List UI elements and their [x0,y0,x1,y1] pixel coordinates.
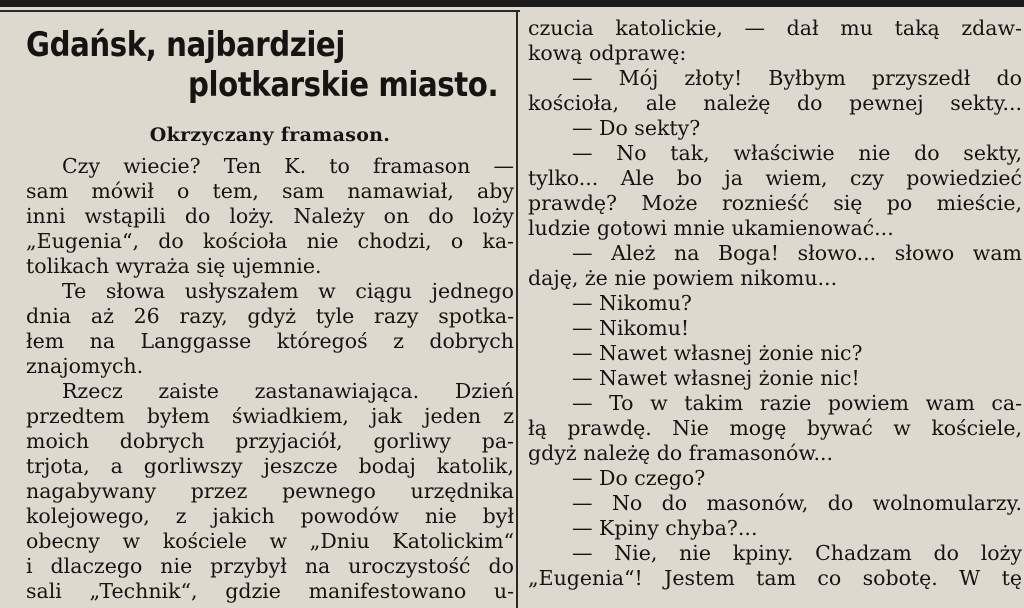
text-line: ludzie gotowi mnie ukamienować... [528,216,894,240]
text-line: czucia katolickie, — dał mu taką zdaw- [528,16,1022,40]
text-line: trjota, a gorliwszy jeszcze bodaj katolik, [26,454,514,478]
text-line: — Nawet własnej żonie nic? [572,341,863,365]
right-column [528,0,1022,608]
text-line: Te słowa usłyszałem w ciągu jednego [62,279,514,303]
text-line: obecny w kościele w „Dniu Katolickim“ [26,529,514,553]
text-line: gdyż należę do framasonów... [528,441,834,465]
text-line: — To w takim razie powiem wam ca- [572,391,1022,415]
left-column [26,0,514,608]
text-line: dnia aż 26 razy, gdyż tyle razy spotka- [26,304,514,328]
right-column-text [528,16,1022,591]
text-line: Rzecz zaiste zastanawiająca. Dzień [62,379,514,403]
text-line: — No tak, właściwie nie do sekty, [572,141,1022,165]
text-line: i dlaczego nie przybył na uroczystość do [26,554,514,578]
headline-line-1: Gdańsk, najbardziej [26,25,345,65]
text-line: kościoła, ale należę do pewnej sekty... [528,91,1022,115]
text-line: sali „Technik“, gdzie manifestowano u- [26,579,514,603]
article-subheading: Okrzyczany framason. [149,124,391,146]
text-line: — Mój złoty! Byłbym przyszedł do [572,66,1022,90]
text-line: przedtem byłem świadkiem, jak jeden z [26,404,514,428]
text-line: znajomych. [26,354,144,378]
text-line: łem na Langgasse któregoś z dobrych [26,329,514,353]
text-line: daję, że nie powiem nikomu... [528,266,838,290]
text-line: — Do sekty? [572,116,701,140]
text-line: Czy wiecie? Ten K. to framason — [62,154,514,178]
text-line: sam mówił o tem, sam namawiał, aby [26,179,514,203]
column-divider [516,12,518,608]
text-line: tylko... Ale bo ja wiem, czy powiedzieć [528,166,1022,190]
text-line: prawdę? Może roznieść się po mieście, [528,191,1022,215]
text-line: — No do masonów, do wolnomularzy. [572,491,1022,515]
text-line: „Eugenia“! Jestem tam co sobotę. W tę [528,566,1022,590]
left-column-text [26,154,514,604]
headline-line-2: plotkarskie miasto. [188,65,499,105]
text-line: — Nie, nie kpiny. Chadzam do loży [572,541,1022,565]
text-line: — Do czego? [572,466,706,490]
text-line: — Nawet własnej żonie nic! [572,366,860,390]
text-line: tolikach wyraża się ujemnie. [26,254,322,278]
text-line: moich dobrych przyjaciół, gorliwy pa- [26,429,514,453]
text-line: łą prawdę. Nie mogę bywać w kościele, [528,416,1022,440]
text-line: — Nikomu? [572,291,692,315]
text-line: nagabywany przez pewnego urzędnika [26,479,514,503]
text-line: — Ależ na Boga! słowo... słowo wam [572,241,1022,265]
text-line: kolejowego, z jakich powodów nie był [26,504,514,528]
text-line: kową odprawę: [528,41,687,65]
text-line: „Eugenia“, do kościoła nie chodzi, o ka- [26,229,514,253]
text-line: — Kpiny chyba?... [572,516,758,540]
text-line: inni wstąpili do loży. Należy on do loży [26,204,514,228]
text-line: — Nikomu! [572,316,690,340]
